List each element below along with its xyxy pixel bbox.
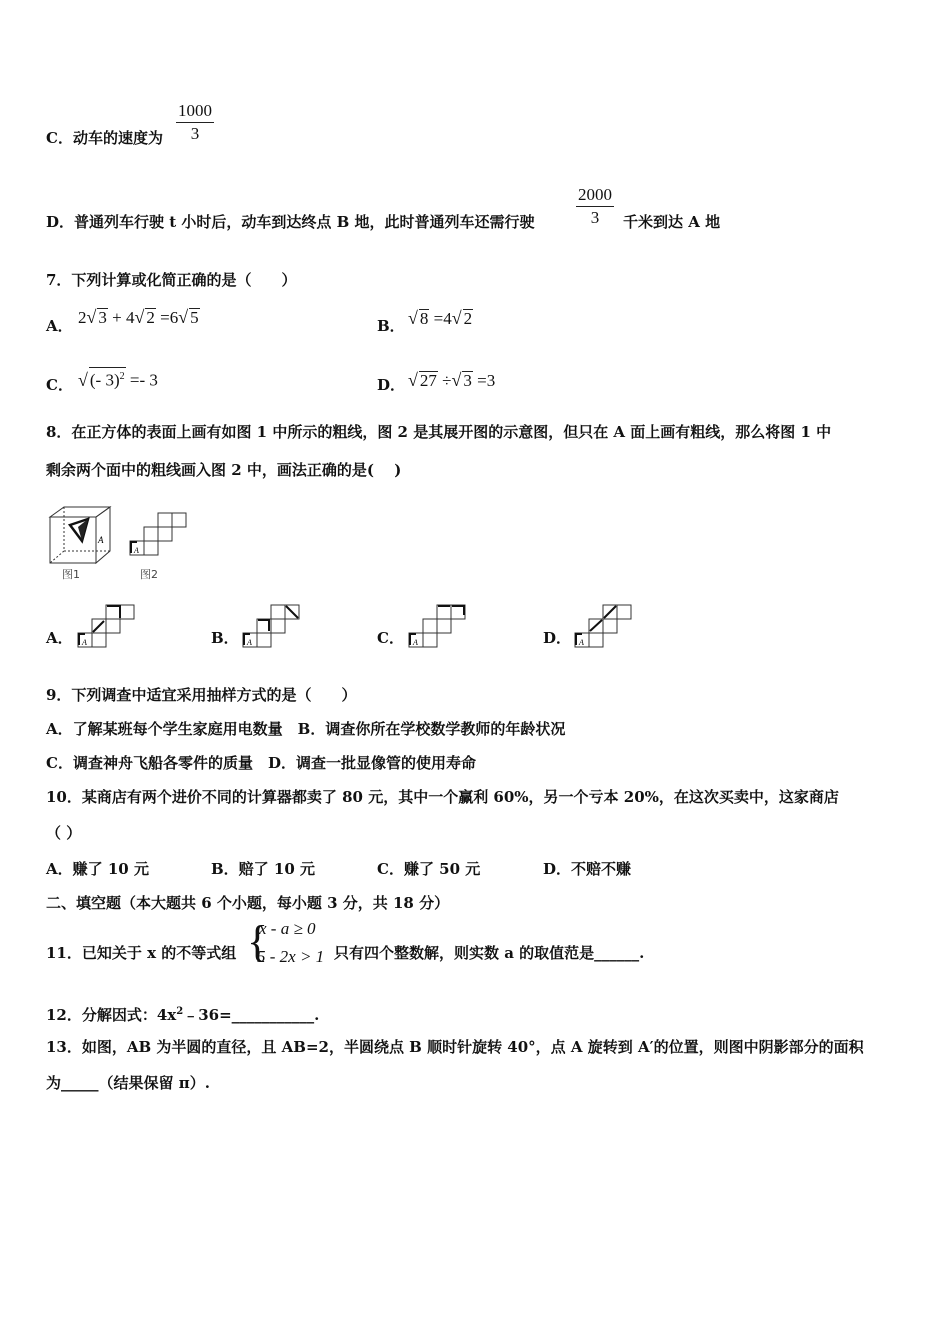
q8-option-d-label: D． — [543, 629, 572, 647]
section2-heading: 二、填空题（本大题共 6 个小题，每小题 3 分，共 18 分） — [46, 894, 450, 912]
q13-line1: 13．如图，AB 为半圆的直径，且 AB=2，半圆绕点 B 顺时针旋转 40°，点 A 旋转到 A′的位置，则图中阴影部分的面积 — [46, 1038, 864, 1056]
q8-stem-line1: 8．在正方体的表面上画有如图 1 中所示的粗线，图 2 是其展开图的示意图，但只在 A 面上画有粗线，那么将图 1 中 — [46, 423, 832, 441]
q6-option-d-fraction — [576, 184, 614, 229]
face-letter: A — [134, 546, 139, 555]
q8-figure2-caption: 图2 — [140, 568, 158, 581]
q8-figure2-net — [128, 511, 190, 557]
q8-stem-line2: 剩余两个面中的粗线画入图 2 中，画法正确的是( ) — [46, 461, 402, 479]
q7-option-d-label: D． — [377, 376, 406, 394]
q7-option-b-label: B． — [377, 317, 405, 335]
q10-stem-line1: 10．某商店有两个进价不同的计算器都卖了 80 元，其中一个赢利 60%，另一个亏本 20%，在这次买卖中，这家商店 — [46, 788, 839, 806]
face-letter: A — [82, 638, 87, 647]
q12-text-after: ﹣36=___________. — [183, 1006, 320, 1024]
face-letter: A — [98, 535, 104, 545]
q10-stem-line2: （ ） — [46, 824, 82, 842]
q9-options-line1: A．了解某班每个学生家庭用电数量 B．调查你所在学校数学教师的年龄状况 — [46, 720, 566, 738]
fraction-denominator: 3 — [590, 208, 600, 227]
q13-line2: 为_____（结果保留 π）. — [46, 1074, 210, 1092]
q7-stem: 7．下列计算或化简正确的是（ ） — [46, 271, 297, 289]
q6-option-d-label: D．普通列车行驶 t 小时后，动车到达终点 B 地，此时普通列车还需行驶 — [46, 213, 535, 231]
q6-option-c-label: C．动车的速度为 — [46, 129, 163, 147]
q9-options-line2: C．调查神舟飞船各零件的质量 D．调查一批显像管的使用寿命 — [46, 754, 476, 772]
q12-text-before: 12．分解因式：4x — [46, 1006, 177, 1024]
q8-option-b-net — [241, 603, 303, 649]
q10-option-a: A．赚了 10 元 — [46, 860, 149, 878]
q7-option-a-expression: 2√ 3 + 4√ 2 =6√ 5 — [78, 307, 199, 327]
q11-suffix: 只有四个整数解，则实数 a 的取值范是______. — [334, 944, 645, 962]
q11-inequality-2: 5 - 2x > 1 — [257, 947, 325, 966]
q8-option-d-net — [573, 603, 635, 649]
q8-option-a-net — [76, 603, 138, 649]
q7-option-c-expression: √ (- 3)$^2$ =- 3 — [78, 367, 158, 391]
q8-figure1-cube — [48, 505, 114, 567]
q12-exponent: 2 — [176, 1006, 184, 1017]
q12-text — [46, 1002, 319, 1025]
q7-option-d-expression: √ 27 ÷√ 3 =3 — [408, 370, 496, 390]
q8-figure1-caption: 图1 — [62, 568, 80, 581]
q6-option-d-tail: 千米到达 A 地 — [623, 213, 721, 231]
q9-stem: 9．下列调查中适宜采用抽样方式的是（ ） — [46, 686, 357, 704]
q6-option-c-fraction — [176, 100, 214, 145]
q7-option-c-label: C． — [46, 376, 73, 394]
fraction-numerator: 2000 — [576, 184, 614, 207]
q10-option-d: D．不赔不赚 — [543, 860, 632, 878]
face-letter: A — [579, 638, 584, 647]
fraction-numerator: 1000 — [176, 100, 214, 123]
q7-option-b-expression: √ 8 =4√ 2 — [408, 308, 473, 328]
q10-option-c: C．赚了 50 元 — [377, 860, 481, 878]
q11-inequality-1: x - a ≥ 0 — [259, 919, 316, 938]
face-letter: A — [247, 638, 252, 647]
q8-option-c-net — [407, 603, 469, 649]
q10-option-b: B．赔了 10 元 — [211, 860, 315, 878]
face-letter: A — [413, 638, 418, 647]
q8-option-b-label: B． — [211, 629, 239, 647]
q7-option-a-label: A． — [46, 317, 73, 335]
fraction-denominator: 3 — [190, 124, 200, 143]
q8-option-a-label: A． — [46, 629, 73, 647]
q11-prefix: 11．已知关于 x 的不等式组 — [46, 944, 237, 962]
q11-system-brace: { — [247, 917, 269, 966]
q8-option-c-label: C． — [377, 629, 404, 647]
